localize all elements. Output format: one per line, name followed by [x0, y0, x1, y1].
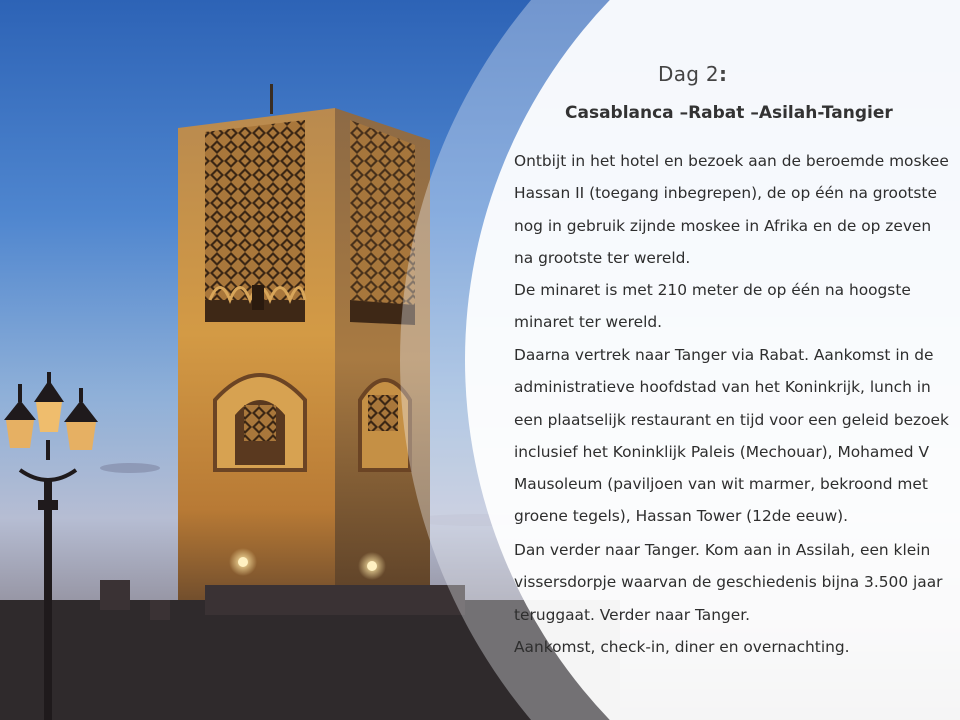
paragraph-mosque: Ontbijt in het hotel en bezoek aan de beroemde moskee Hassan II (toegang inbegrepen), de op één na grootste nog in gebruik zijnde moskee in Afrika en de op zeven na grootste ter wereld.: [514, 152, 949, 267]
paragraph-minaret: De minaret is met 210 meter de op één na hoogste minaret ter wereld.: [514, 281, 911, 332]
day-colon: :: [718, 62, 728, 86]
route-heading: Casablanca –Rabat –Asilah-Tangier: [565, 103, 893, 123]
paragraph-rabat: Daarna vertrek naar Tanger via Rabat. Aankomst in de administratieve hoofdstad van het Koninkrijk, lunch in een plaatselijk restaurant en tijd voor een geleid bezoek inclusief het Koninklijk Paleis (Mechouar), Mohamed V Mausoleum (paviljoen van wit marmer, bekroond met groene tegels), Hassan Tower (12de eeuw).: [514, 346, 949, 526]
paragraph-asilah: Dan verder naar Tanger. Kom aan in Assilah, een klein vissersdorpje waarvan de geschiedenis bijna 3.500 jaar teruggaat. Verder naar Tanger.: [514, 541, 943, 624]
day-label: Dag 2: [658, 62, 719, 86]
paragraph-arrival: Aankomst, check-in, diner en overnachting.: [514, 638, 850, 656]
day-heading: [658, 62, 727, 86]
